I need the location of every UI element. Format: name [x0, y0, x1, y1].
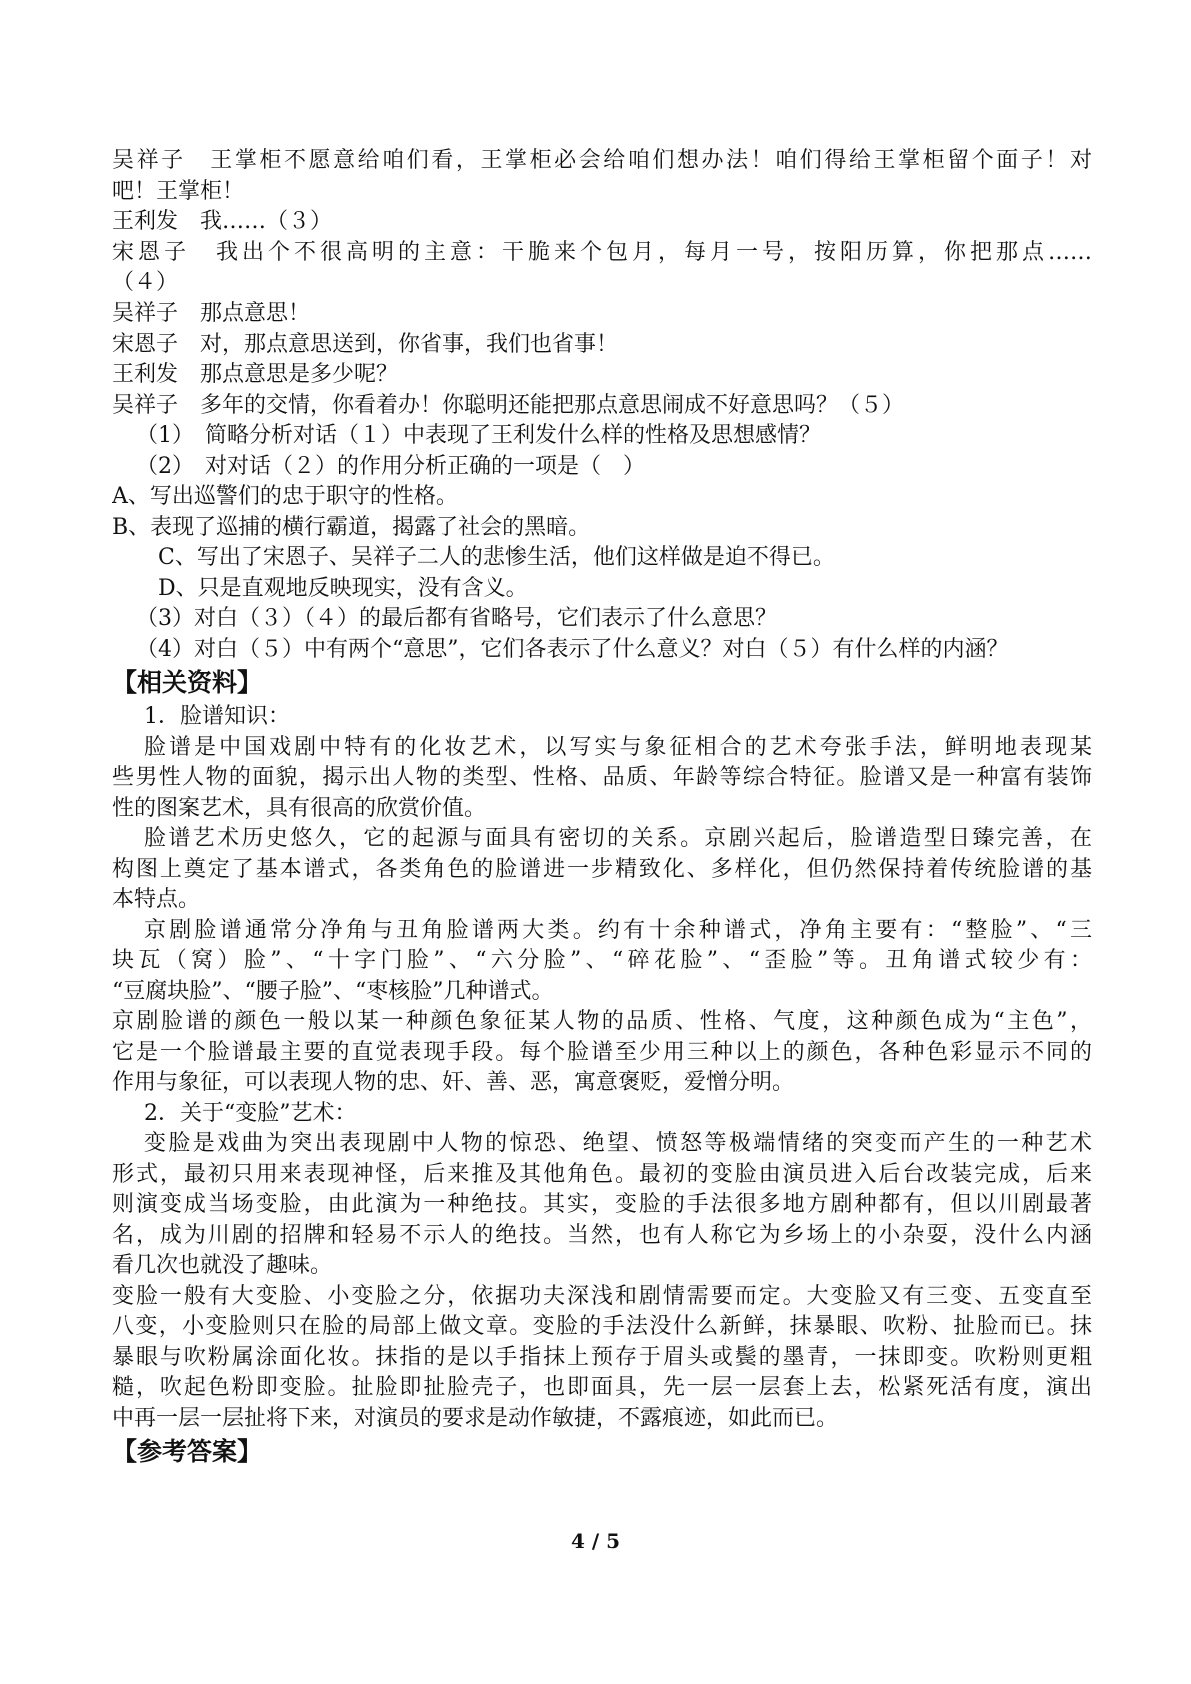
paragraph-line: 脸谱是中国戏剧中特有的化妆艺术，以写实与象征相合的艺术夸张手法，鲜明地表现某 — [144, 735, 1092, 760]
paragraph-line: 京剧脸谱的颜色一般以某一种颜色象征某人物的品质、性格、气度，这种颜色成为“主色”， — [112, 1009, 1092, 1034]
option-a: A、写出巡警们的忠于职守的性格。 — [112, 484, 458, 509]
dialogue-line: 吧！王掌柜！ — [112, 179, 245, 204]
dialogue-line: 王利发 我……（３） — [112, 209, 333, 234]
paragraph-line: 京剧脸谱通常分净角与丑角脸谱两大类。约有十余种谱式，净角主要有：“整脸”、“三 — [144, 918, 1092, 943]
paragraph-line: 看几次也就没了趣味。 — [112, 1253, 333, 1278]
paragraph-line: 本特点。 — [112, 887, 201, 912]
question-1: （1） 简略分析对话（１）中表现了王利发什么样的性格及思想感情？ — [136, 423, 821, 448]
paragraph-line: 八变，小变脸则只在脸的局部上做文章。变脸的手法没什么新鲜，抹暴眼、吹粉、扯脸而已。抹 — [112, 1314, 1092, 1339]
paragraph-line: 些男性人物的面貌，揭示出人物的类型、性格、品质、年龄等综合特征。脸谱又是一种富有装饰 — [112, 765, 1092, 790]
paragraph-line: 名，成为川剧的招牌和轻易不示人的绝技。当然，也有人称它为乡场上的小杂耍，没什么内涵 — [112, 1223, 1092, 1248]
dialogue-line: 吴祥子 王掌柜不愿意给咱们看，王掌柜必会给咱们想办法！咱们得给王掌柜留个面子！对 — [112, 148, 1092, 173]
subheading: 1．脸谱知识： — [144, 704, 290, 729]
paragraph-line: “豆腐块脸”、“腰子脸”、“枣核脸”几种谱式。 — [112, 979, 554, 1004]
question-3: （3）对白（３）（４）的最后都有省略号，它们表示了什么意思？ — [136, 606, 777, 631]
paragraph-line: 性的图案艺术，具有很高的欣赏价值。 — [112, 796, 487, 821]
dialogue-line: 吴祥子 多年的交情，你看着办！你聪明还能把那点意思闹成不好意思吗？（５） — [112, 393, 905, 418]
section-heading-related: 【相关资料】 — [112, 668, 263, 697]
dialogue-line: （４） — [112, 270, 179, 295]
paragraph-line: 则演变成当场变脸，由此演为一种绝技。其实，变脸的手法很多地方剧种都有，但以川剧最著 — [112, 1192, 1092, 1217]
subheading: 2．关于“变脸”艺术： — [144, 1101, 357, 1126]
question-4: （4）对白（５）中有两个“意思”，它们各表示了什么意义？对白（５）有什么样的内涵？ — [136, 637, 1009, 662]
paragraph-line: 变脸是戏曲为突出表现剧中人物的惊恐、绝望、愤怒等极端情绪的突变而产生的一种艺术 — [144, 1131, 1092, 1156]
paragraph-line: 形式，最初只用来表现神怪，后来推及其他角色。最初的变脸由演员进入后台改装完成，后来 — [112, 1162, 1092, 1187]
paragraph-line: 构图上奠定了基本谱式，各类角色的脸谱进一步精致化、多样化，但仍然保持着传统脸谱的基 — [112, 857, 1092, 882]
section-heading-answers: 【参考答案】 — [112, 1437, 263, 1466]
paragraph-line: 脸谱艺术历史悠久，它的起源与面具有密切的关系。京剧兴起后，脸谱造型日臻完善，在 — [144, 826, 1092, 851]
option-d: D、只是直观地反映现实，没有含义。 — [158, 576, 528, 601]
option-c: C、写出了宋恩子、吴祥子二人的悲惨生活，他们这样做是迫不得已。 — [158, 545, 835, 570]
paragraph-line: 糙，吹起色粉即变脸。扯脸即扯脸壳子，也即面具，先一层一层套上去，松紧死活有度，演出 — [112, 1375, 1092, 1400]
paragraph-line: 它是一个脸谱最主要的直觉表现手段。每个脸谱至少用三种以上的颜色，各种色彩显示不同的 — [112, 1040, 1092, 1065]
paragraph-line: 暴眼与吹粉属涂面化妆。抹指的是以手指抹上预存于眉头或鬓的墨青，一抹即变。吹粉则更粗 — [112, 1345, 1092, 1370]
paragraph-line: 变脸一般有大变脸、小变脸之分，依据功夫深浅和剧情需要而定。大变脸又有三变、五变直至 — [112, 1284, 1092, 1309]
paragraph-line: 作用与象征，可以表现人物的忠、奸、善、恶，寓意褒贬，爱憎分明。 — [112, 1070, 795, 1095]
dialogue-line: 宋恩子 我出个不很高明的主意：干脆来个包月，每月一号，按阳历算，你把那点…… — [112, 240, 1092, 265]
dialogue-line: 吴祥子 那点意思！ — [112, 301, 311, 326]
dialogue-line: 宋恩子 对，那点意思送到，你省事，我们也省事！ — [112, 332, 619, 357]
dialogue-line: 王利发 那点意思是多少呢？ — [112, 362, 399, 387]
paragraph-line: 中再一层一层扯将下来，对演员的要求是动作敏捷，不露痕迹，如此而已。 — [112, 1406, 839, 1431]
option-b: B、表现了巡捕的横行霸道，揭露了社会的黑暗。 — [112, 515, 591, 540]
question-2: （2） 对对话（２）的作用分析正确的一项是（ ） — [136, 454, 645, 479]
paragraph-line: 块瓦（窝）脸”、“十字门脸”、“六分脸”、“碎花脸”、“歪脸”等。丑角谱式较少有： — [112, 948, 1092, 973]
page-number: 4 / 5 — [570, 1529, 621, 1553]
